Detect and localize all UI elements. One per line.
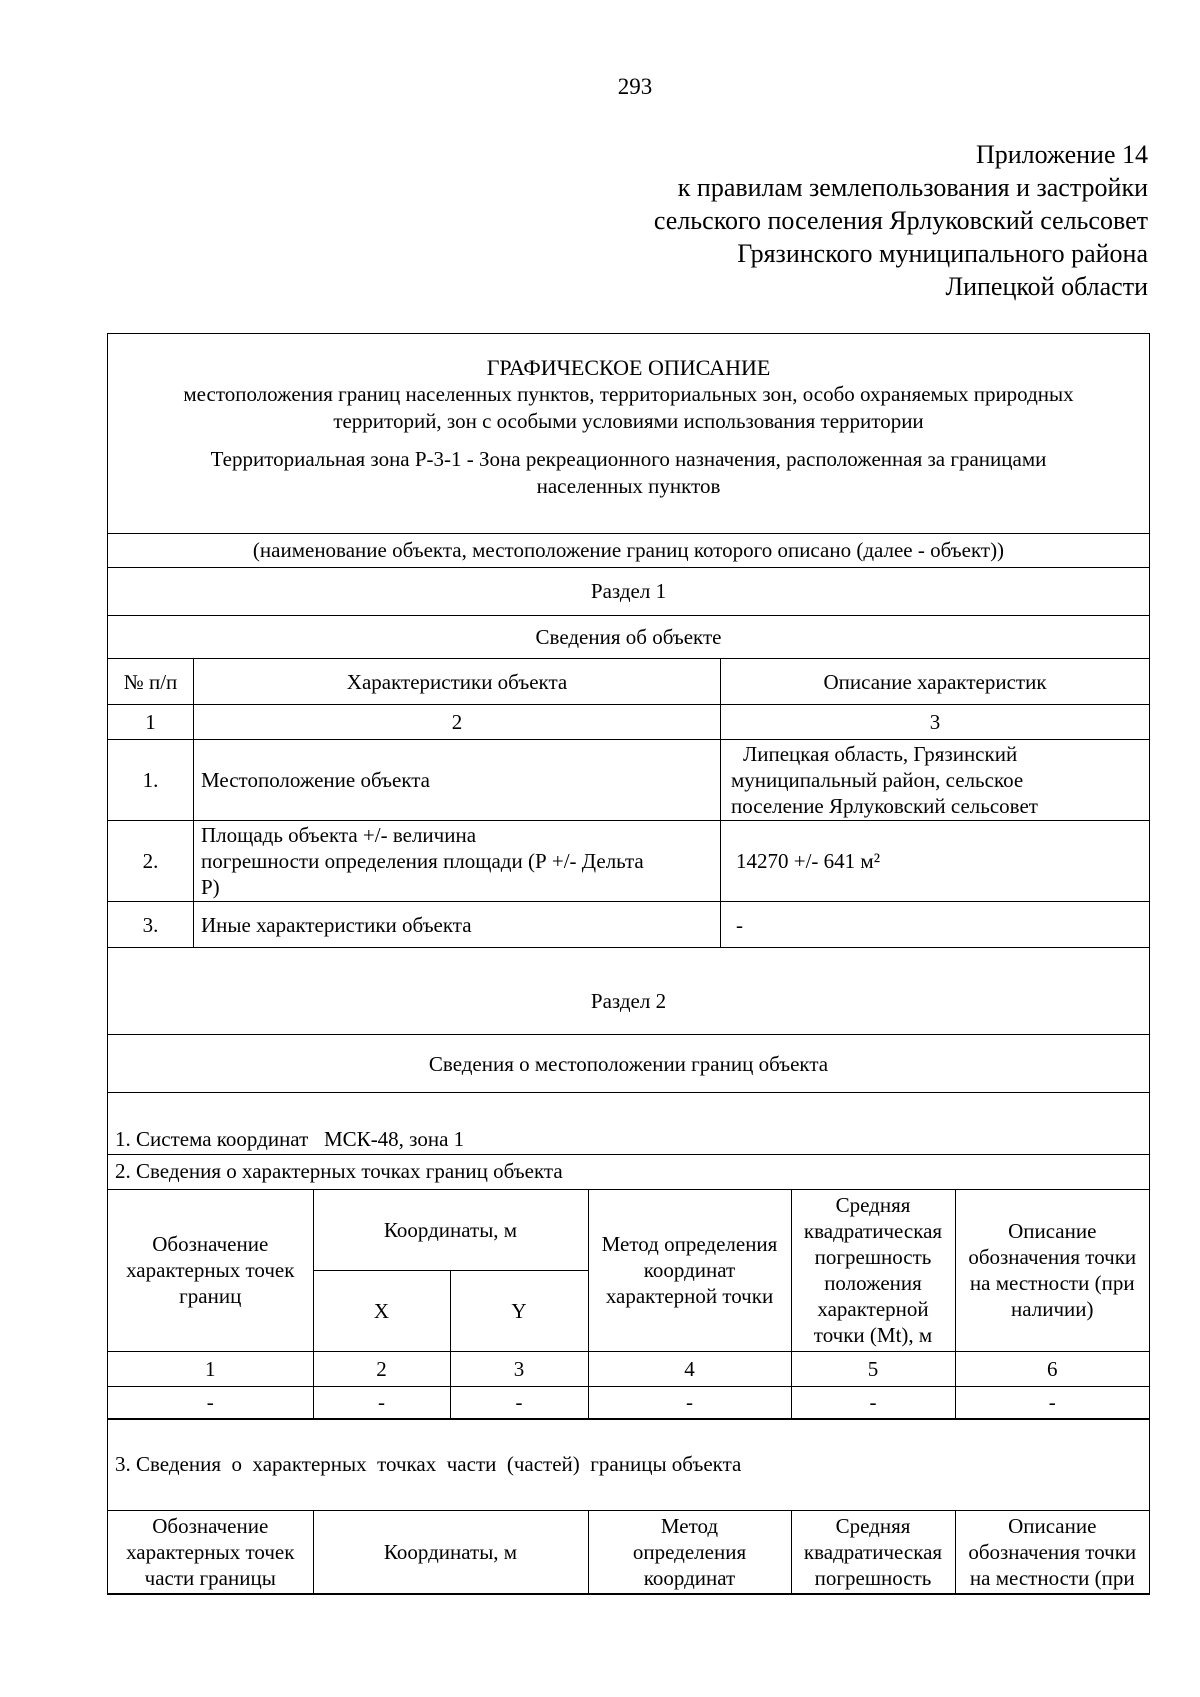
table-row	[108, 820, 1149, 901]
characteristic-description: -	[720, 902, 1149, 947]
header-line: Описание	[1008, 1513, 1097, 1538]
parts-title	[108, 1419, 1149, 1510]
appendix-line: Липецкой области	[945, 272, 1148, 301]
points-table-wrapper	[108, 1189, 1149, 1419]
description-line: Липецкая область, Грязинский	[743, 742, 1018, 766]
section2-subtitle: Сведения о местоположении границ объекта	[108, 1034, 1149, 1092]
point-cell: -	[313, 1386, 450, 1418]
header-method	[588, 1511, 791, 1594]
column-number: 1	[145, 710, 156, 734]
column-number: 2	[193, 705, 720, 739]
zone-name-line: населенных пунктов	[536, 474, 721, 498]
row-number: 3.	[142, 912, 159, 937]
appendix-line: к правилам землепользования и застройки	[677, 173, 1148, 202]
points-title-text: 2. Сведения о характерных точках границ объекта	[115, 1159, 563, 1183]
header-x: X	[313, 1270, 450, 1351]
column-number: 1	[108, 1351, 313, 1386]
description-line: муниципальный район, сельское	[731, 768, 1024, 792]
point-cell: -	[791, 1386, 955, 1418]
column-header-characteristics: Характеристики объекта	[193, 659, 720, 704]
section1-column-headers	[108, 658, 1149, 704]
header-line: Обозначение	[152, 1513, 269, 1538]
table-row	[108, 901, 1149, 947]
characteristic-description: 14270 +/- 641 м²	[720, 821, 1149, 901]
parts-title-text: 3. Сведения о характерных точках части (частей) границы объекта	[115, 1452, 742, 1476]
form-header	[108, 334, 1149, 533]
coordinate-system	[108, 1092, 1149, 1154]
form-title: ГРАФИЧЕСКОЕ ОПИСАНИЕ	[486, 355, 771, 380]
column-number: 6	[955, 1351, 1149, 1386]
header-line: обозначения точки	[968, 1539, 1137, 1564]
name-line: погрешности определения площади (Р +/- Дельта	[201, 849, 644, 873]
header-description	[955, 1511, 1149, 1594]
section1-title: Раздел 1	[108, 567, 1149, 615]
column-number: 3	[720, 705, 1149, 739]
appendix-line: сельского поселения Ярлуковский сельсовет	[653, 206, 1148, 235]
column-number: 2	[313, 1351, 450, 1386]
section1-column-numbers	[108, 704, 1149, 739]
row-number: 2.	[142, 849, 159, 873]
characteristic-name: Иные характеристики объекта	[193, 902, 720, 947]
header-coordinates: Координаты, м	[313, 1511, 588, 1594]
characteristic-name	[193, 821, 720, 901]
point-cell: -	[955, 1386, 1149, 1418]
point-cell: -	[450, 1386, 588, 1418]
form-subtitle-line: местоположения границ населенных пунктов, территориальных зон, особо охраняемых природных	[183, 382, 1074, 406]
header-line: координат	[643, 1565, 736, 1590]
column-header-description: Описание характеристик	[720, 659, 1149, 704]
column-number: 4	[588, 1351, 791, 1386]
header-description: Описание обозначения точки на местности (при наличии)	[955, 1190, 1149, 1351]
row-number: 1.	[142, 768, 159, 792]
zone-name-line: Территориальная зона Р-3-1 - Зона рекреационного назначения, расположенная за границами	[210, 447, 1047, 471]
header-error: Средняя квадратическая погрешность положения характерной точки (Mt), м	[791, 1190, 955, 1351]
parts-table-header-row	[108, 1511, 1149, 1594]
name-line: Площадь объекта +/- величина	[201, 823, 477, 847]
header-line: квадратическая	[803, 1539, 943, 1564]
parts-table	[108, 1511, 1149, 1595]
header-coordinates: Координаты, м	[313, 1190, 588, 1270]
appendix-line: Грязинского муниципального района	[737, 239, 1148, 268]
header-y: Y	[450, 1270, 588, 1351]
table-row	[108, 1386, 1149, 1418]
table-row	[108, 739, 1149, 820]
section2-title: Раздел 2	[108, 947, 1149, 1034]
section1-subtitle: Сведения об объекте	[108, 615, 1149, 658]
points-title	[108, 1154, 1149, 1189]
form-subtitle-line: территорий, зон с особыми условиями использования территории	[333, 409, 924, 433]
header-line: характерных точек	[126, 1539, 295, 1564]
header-line: части границы	[144, 1565, 276, 1590]
appendix-header	[654, 138, 1148, 303]
header-line: Средняя	[835, 1513, 911, 1538]
characteristic-description	[720, 740, 1149, 820]
name-line: Р)	[201, 875, 220, 899]
point-cell: -	[108, 1386, 313, 1418]
header-line: на местности (при	[969, 1565, 1135, 1590]
column-number: 5	[791, 1351, 955, 1386]
header-part-point-designation	[108, 1511, 313, 1594]
points-table	[108, 1190, 1149, 1419]
point-cell: -	[588, 1386, 791, 1418]
header-line: определения	[632, 1539, 747, 1564]
column-number: 3	[450, 1351, 588, 1386]
appendix-line: Приложение 14	[975, 140, 1148, 169]
points-table-numbers-row	[108, 1351, 1149, 1386]
coordinate-system-text: 1. Система координат МСК-48, зона 1	[115, 1127, 465, 1151]
characteristic-name: Местоположение объекта	[193, 740, 720, 820]
document-form	[107, 333, 1150, 1595]
header-line: погрешность	[814, 1565, 932, 1590]
points-table-header-row	[108, 1190, 1149, 1270]
page-number: 293	[617, 74, 653, 99]
header-method: Метод определения координат характерной точки	[588, 1190, 791, 1351]
header-point-designation: Обозначение характерных точек границ	[108, 1190, 313, 1351]
header-error	[791, 1511, 955, 1594]
parts-table-wrapper	[108, 1510, 1149, 1595]
object-caption: (наименование объекта, местоположение границ которого описано (далее - объект))	[108, 533, 1149, 567]
description-line: поселение Ярлуковский сельсовет	[731, 794, 1038, 818]
header-line: Метод	[660, 1513, 719, 1538]
column-header-number: № п/п	[123, 669, 178, 694]
